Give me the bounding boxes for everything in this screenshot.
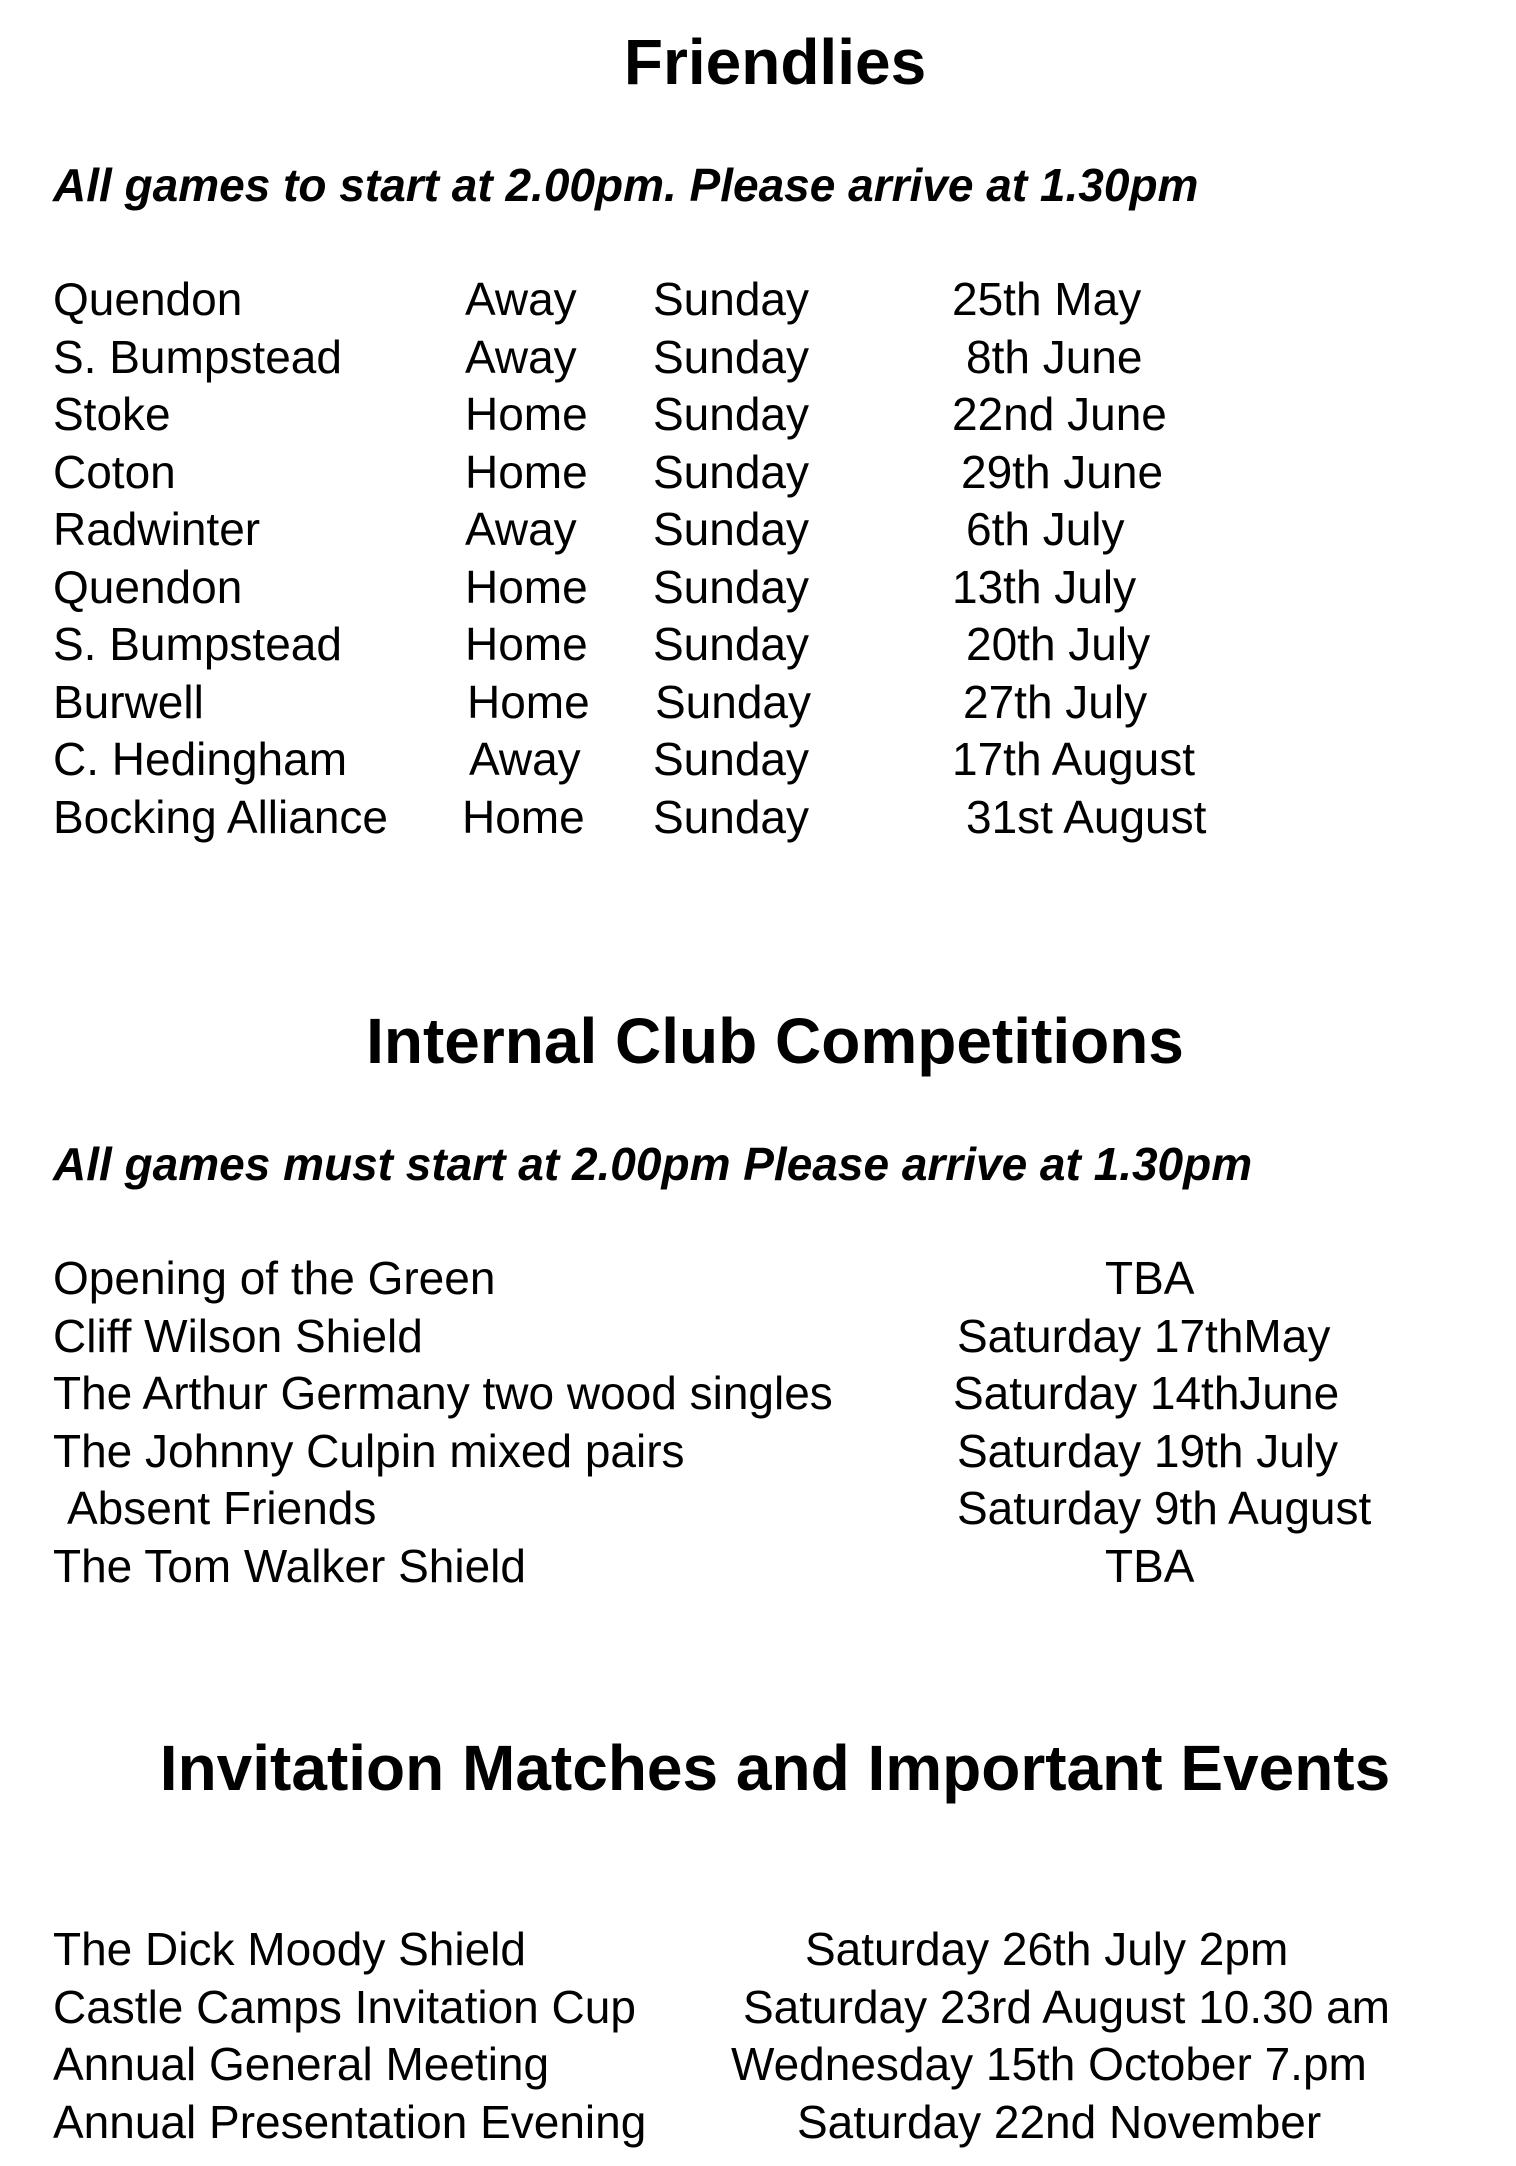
fixture-opponent: Coton <box>53 446 176 498</box>
fixture-day: Sunday <box>653 388 810 440</box>
fixture-opponent: C. Hedingham <box>53 733 348 785</box>
fixture-day: Sunday <box>653 733 810 785</box>
fixture-day: Sunday <box>653 561 810 613</box>
fixture-venue: Away <box>465 331 577 383</box>
event-name: The Dick Moody Shield <box>53 1923 526 1975</box>
fixture-opponent: Stoke <box>53 388 171 440</box>
fixture-day: Sunday <box>653 618 810 670</box>
event-name: Annual Presentation Evening <box>53 2096 647 2148</box>
fixture-opponent: Quendon <box>53 561 243 613</box>
list-item <box>0 2036 1516 2093</box>
list-item <box>0 1365 1516 1422</box>
fixture-date: 22nd June <box>952 388 1167 440</box>
table-row <box>0 731 1516 788</box>
fixture-date: 17th August <box>952 733 1195 785</box>
list-item <box>0 1308 1516 1365</box>
competition-name: Opening of the Green <box>53 1252 496 1304</box>
fixture-day: Sunday <box>653 331 810 383</box>
competition-name: Absent Friends <box>67 1482 377 1534</box>
list-item <box>0 1480 1516 1537</box>
table-row <box>0 329 1516 386</box>
fixture-opponent: S. Bumpstead <box>53 618 342 670</box>
list-item <box>0 1423 1516 1480</box>
fixture-opponent: Burwell <box>53 676 204 728</box>
internal-competitions-note: All games must start at 2.00pm Please arrive at 1.30pm <box>53 1138 1253 1190</box>
fixture-venue: Home <box>462 791 585 843</box>
table-row <box>0 789 1516 846</box>
fixture-day: Sunday <box>655 676 812 728</box>
fixture-opponent: Bocking Alliance <box>53 791 388 843</box>
table-row <box>0 674 1516 731</box>
competition-date: TBA <box>1105 1252 1195 1304</box>
internal-competitions-title: Internal Club Competitions <box>366 1005 1184 1077</box>
competition-date: Saturday 9th August <box>957 1482 1372 1534</box>
fixture-opponent: S. Bumpstead <box>53 331 342 383</box>
list-item <box>0 1250 1516 1307</box>
fixture-date: 29th June <box>961 446 1164 498</box>
fixture-opponent: Quendon <box>53 273 243 325</box>
event-name: Annual General Meeting <box>53 2038 550 2090</box>
event-date: Saturday 26th July 2pm <box>805 1923 1289 1975</box>
fixture-date: 13th July <box>952 561 1137 613</box>
fixture-venue: Home <box>465 561 588 613</box>
competition-date: TBA <box>1105 1540 1195 1592</box>
fixture-date: 27th July <box>963 676 1148 728</box>
event-date: Wednesday 15th October 7.pm <box>731 2038 1367 2090</box>
table-row <box>0 501 1516 558</box>
competition-date: Saturday 17thMay <box>957 1310 1331 1362</box>
fixture-date: 31st August <box>966 791 1207 843</box>
events-title: Invitation Matches and Important Events <box>159 1732 1391 1804</box>
fixture-venue: Away <box>465 503 577 555</box>
table-row <box>0 616 1516 673</box>
fixture-day: Sunday <box>653 503 810 555</box>
competition-name: The Arthur Germany two wood singles <box>53 1367 833 1419</box>
competition-name: The Tom Walker Shield <box>53 1540 526 1592</box>
competition-date: Saturday 14thJune <box>953 1367 1340 1419</box>
table-row <box>0 271 1516 328</box>
competition-name: Cliff Wilson Shield <box>53 1310 423 1362</box>
friendlies-title: Friendlies <box>623 26 927 98</box>
friendlies-note: All games to start at 2.00pm. Please arrive at 1.30pm <box>53 159 1199 211</box>
fixture-venue: Away <box>465 273 577 325</box>
fixture-opponent: Radwinter <box>53 503 261 555</box>
event-date: Saturday 22nd November <box>797 2096 1322 2148</box>
fixture-venue: Away <box>469 733 581 785</box>
table-row <box>0 559 1516 616</box>
competition-name: The Johnny Culpin mixed pairs <box>53 1425 685 1477</box>
table-row <box>0 444 1516 501</box>
fixture-venue: Home <box>467 676 590 728</box>
event-date: Saturday 23rd August 10.30 am <box>743 1981 1390 2033</box>
fixture-date: 25th May <box>952 273 1142 325</box>
list-item <box>0 1979 1516 2036</box>
fixture-venue: Home <box>465 446 588 498</box>
fixture-date: 20th July <box>966 618 1151 670</box>
competition-date: Saturday 19th July <box>957 1425 1339 1477</box>
fixture-day: Sunday <box>653 791 810 843</box>
fixture-date: 6th July <box>966 503 1125 555</box>
list-item <box>0 2094 1516 2151</box>
fixture-venue: Home <box>465 618 588 670</box>
event-name: Castle Camps Invitation Cup <box>53 1981 636 2033</box>
fixture-venue: Home <box>465 388 588 440</box>
list-item <box>0 1921 1516 1978</box>
list-item <box>0 1538 1516 1595</box>
fixture-day: Sunday <box>653 273 810 325</box>
fixture-date: 8th June <box>966 331 1143 383</box>
fixture-day: Sunday <box>653 446 810 498</box>
table-row <box>0 386 1516 443</box>
